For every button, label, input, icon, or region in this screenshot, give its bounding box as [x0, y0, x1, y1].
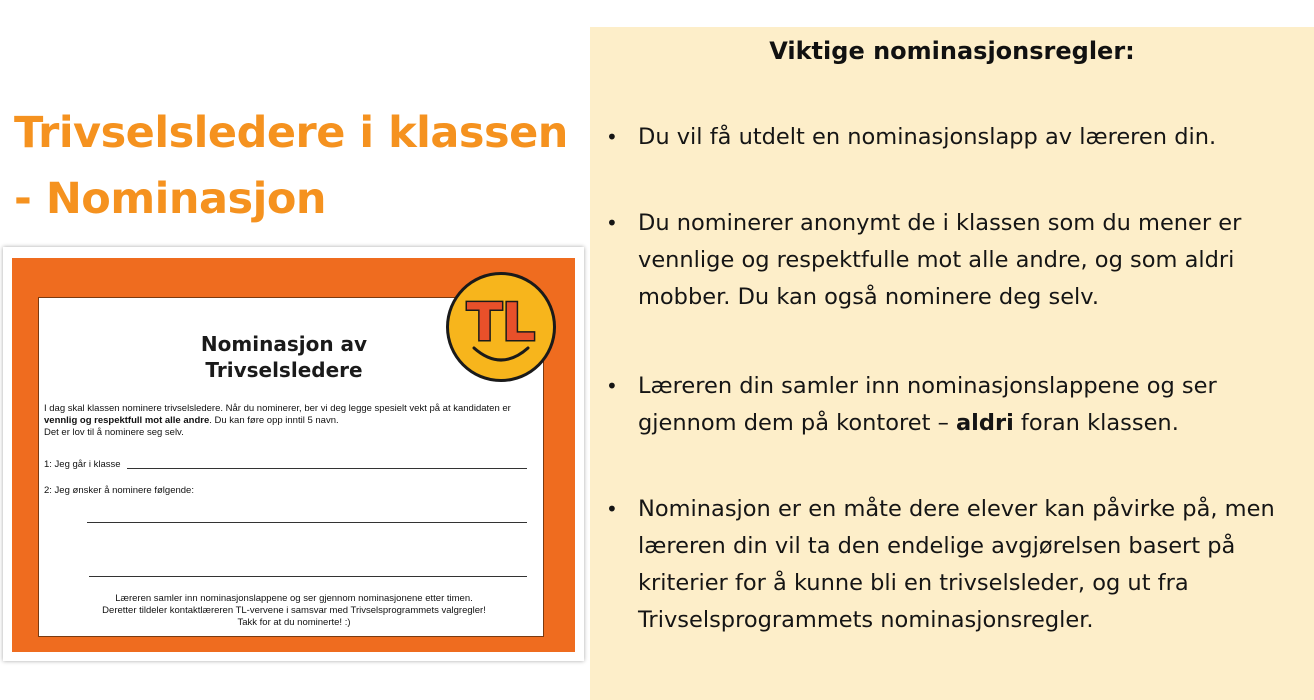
rule-item: Du vil få utdelt en nominasjonslapp av læreren din. — [638, 124, 1217, 150]
rules-panel-title: Viktige nominasjonsregler: — [769, 37, 1135, 65]
slip-name-line — [87, 522, 527, 523]
slip-name-line — [89, 576, 527, 577]
slip-intro-text: I dag skal klassen nominere trivselsledere. Når du nominerer, ber vi deg legge spesielt vekt på at kandidaten er — [44, 403, 511, 414]
slip-intro-bold: vennlig og respektfull mot alle andre — [44, 415, 210, 426]
slip-heading-line1: Nominasjon av — [200, 332, 368, 356]
rule-item-text: Læreren din samler inn nominasjonslappene og ser gjennom dem på kontoret – — [638, 373, 1217, 436]
bullet-icon: • — [606, 125, 618, 149]
page-title-line1: Trivselsledere i klassen — [14, 108, 568, 158]
rules-panel — [590, 27, 1314, 700]
page-title — [14, 100, 584, 232]
slip-heading — [149, 331, 419, 383]
slip-field1-label: 1: Jeg går i klasse — [44, 459, 121, 470]
bullet-icon: • — [606, 374, 618, 398]
slip-intro-line2: Det er lov til å nominere seg selv. — [44, 427, 184, 438]
page-title-line2: - Nominasjon — [14, 174, 327, 224]
slip-field2-label: 2: Jeg ønsker å nominere følgende: — [44, 485, 194, 496]
rule-item-bold: aldri — [955, 410, 1014, 436]
slip-footer-line3: Takk for at du nominerte! :) — [237, 617, 351, 628]
bullet-icon: • — [606, 211, 618, 235]
slip-footer-line2: Deretter tildeler kontaktlæreren TL-vervene i samsvar med Trivselsprogrammets valgregler! — [102, 605, 486, 616]
rule-item: Nominasjon er en måte dere elever kan påvirke på, men læreren din vil ta den endelige avgjørelsen basert på kriterier for å kunne bli en trivselsleder, og ut fra Trivselsprogrammets nominasjonsregler. — [638, 496, 1275, 633]
slip-intro-text-end: . Du kan føre opp inntil 5 navn. — [209, 415, 339, 426]
slip-footer-line1: Læreren samler inn nominasjonslappene og ser gjennom nominasjonene etter timen. — [115, 593, 473, 604]
bullet-icon: • — [606, 497, 618, 521]
slip-field1-line — [127, 468, 527, 469]
rule-item-text-end: foran klassen. — [1013, 410, 1179, 436]
tl-smile-logo-icon — [444, 270, 558, 384]
logo-text: TL — [466, 293, 536, 353]
rule-item: Du nominerer anonymt de i klassen som du mener er vennlige og respektfulle mot alle andre, og som aldri mobber. Du kan også nominere deg selv. — [638, 210, 1242, 310]
slip-footer — [59, 593, 529, 629]
slip-heading-line2: Trivselsledere — [205, 358, 363, 382]
slip-intro — [44, 403, 534, 439]
rule-item — [638, 368, 1298, 442]
